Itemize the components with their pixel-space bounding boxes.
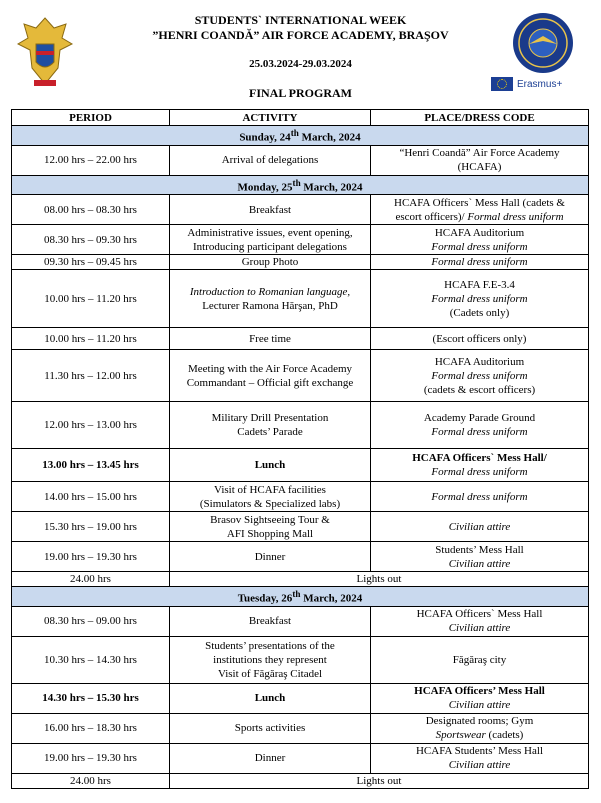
table-row: 10.00 hrs – 11.20 hrs Free time (Escort officers only) [12,328,589,350]
table-row: 08.30 hrs – 09.30 hrs Administrative issues, event opening, Introducing participant delegations HCAFA Auditorium Formal dress uniform [12,225,589,255]
table-row: 12.00 hrs – 22.00 hrs Arrival of delegations “Henri Coandă” Air Force Academy (HCAFA) [12,145,589,175]
erasmus-logo: Erasmus+ [491,77,576,91]
day-header-tuesday: Tuesday, 26th March, 2024 [12,587,589,607]
table-row: 08.00 hrs – 08.30 hrs Breakfast HCAFA Officers` Mess Hall (cadets & escort officers)/ Formal dress uniform [12,195,589,225]
day-header-sunday: Sunday, 24th March, 2024 [12,126,589,146]
document-header [0,0,601,107]
table-row: 14.30 hrs – 15.30 hrs Lunch HCAFA Officers’ Mess Hall Civilian attire [12,683,589,713]
program-subtitle: FINAL PROGRAM [249,86,352,100]
column-header-activity: ACTIVITY [170,110,371,126]
table-row: 14.00 hrs – 15.00 hrs Visit of HCAFA facilities (Simulators & Specialized labs) Formal dress uniform [12,482,589,512]
table-header-row [12,110,589,126]
table-row: 24.00 hrs Lights out [12,572,589,587]
table-row: 16.00 hrs – 18.30 hrs Sports activities Designated rooms; Gym Sportswear (cadets) [12,713,589,743]
table-row: 10.30 hrs – 14.30 hrs Students’ presentations of the institutions they represent Visit of Făgăraş Citadel Făgăraş city [12,636,589,683]
table-row: 11.30 hrs – 12.00 hrs Meeting with the Air Force Academy Commandant – Official gift exchange HCAFA Auditorium Formal dress uniform (cadets & escort officers) [12,350,589,402]
column-header-period: PERIOD [12,110,170,126]
table-row: 08.30 hrs – 09.00 hrs Breakfast HCAFA Officers` Mess Hall Civilian attire [12,606,589,636]
event-title: STUDENTS` INTERNATIONAL WEEK [194,13,407,27]
air-force-academy-seal-icon [512,12,574,74]
day-header-monday: Monday, 25th March, 2024 [12,175,589,195]
eu-flag-icon [491,77,513,91]
table-row: 12.00 hrs – 13.00 hrs Military Drill Presentation Cadets’ Parade Academy Parade Ground Formal dress uniform [12,402,589,449]
table-row: 24.00 hrs Lights out [12,773,589,788]
table-row: 13.00 hrs – 13.45 hrs Lunch HCAFA Officers` Mess Hall/ Formal dress uniform [12,449,589,482]
table-row: 19.00 hrs – 19.30 hrs Dinner Students’ Mess Hall Civilian attire [12,542,589,572]
table-row: 10.00 hrs – 11.20 hrs Introduction to Romanian language, Lecturer Ramona Hărşan, PhD HCAFA F.E-3.4 Formal dress uniform (Cadets only) [12,270,589,328]
table-row: 09.30 hrs – 09.45 hrs Group Photo Formal dress uniform [12,255,589,270]
table-row: 19.00 hrs – 19.30 hrs Dinner HCAFA Students’ Mess Hall Civilian attire [12,743,589,773]
academy-title: ”HENRI COANDĂ” AIR FORCE ACADEMY, BRAŞOV [152,28,449,42]
column-header-place: PLACE/DRESS CODE [371,110,589,126]
table-row: 15.30 hrs – 19.00 hrs Brasov Sightseeing Tour & AFI Shopping Mall Civilian attire [12,512,589,542]
program-table [11,109,589,789]
event-dates: 25.03.2024-29.03.2024 [249,58,352,70]
